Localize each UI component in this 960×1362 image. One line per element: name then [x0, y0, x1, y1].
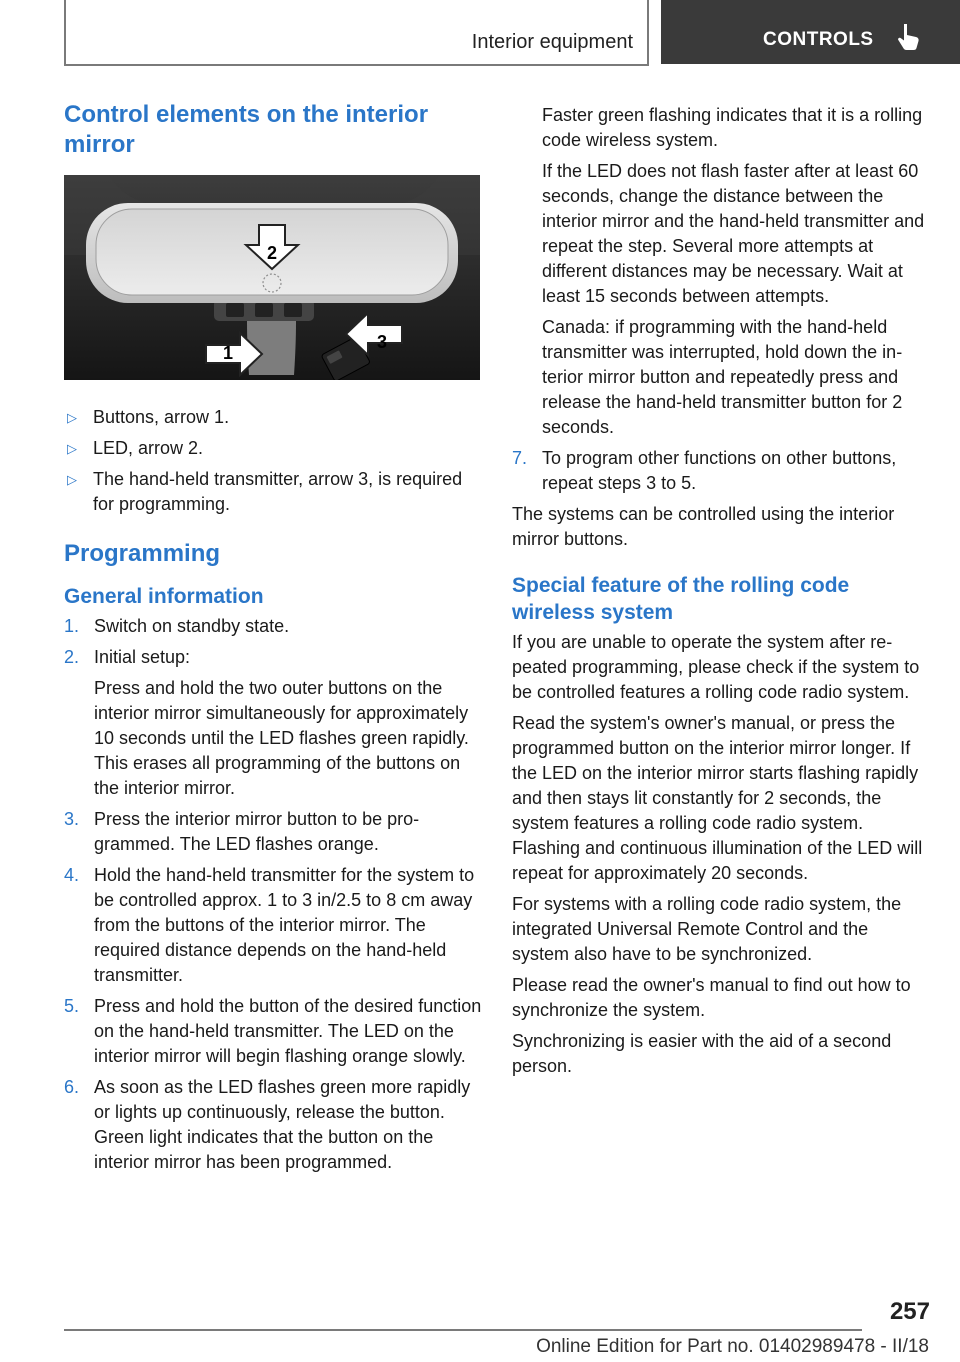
chapter-tab-label: CONTROLS — [763, 29, 874, 50]
steps-list — [512, 446, 930, 496]
triangle-bullet-icon: ▷ — [67, 441, 77, 456]
subsection-heading: Special feature of the rolling code wireless system — [512, 574, 850, 624]
list-item: 1. Switch on standby state. — [64, 616, 290, 636]
figure-callout-3: 3 — [376, 332, 388, 352]
list-item: ▷ Buttons, arrow 1. — [64, 405, 482, 430]
page-header — [0, 0, 960, 66]
steps-list — [64, 614, 482, 1175]
body-paragraph: Read the system's owner's manual, or press the programmed button on the interior mirror longer. If the LED on the interior mirror starts flashing rapidly and then stays lit constantly for 2 seconds, the system features a rolling code radio system. Flashing and continuous illumination of the LED will repeat for approximately 20 seconds. — [512, 713, 923, 883]
interior-mirror-figure — [64, 175, 480, 380]
section-heading: Control elements on the interior mirror — [64, 101, 429, 158]
left-column — [64, 100, 482, 1181]
list-item: 5. Press and hold the button of the desired function on the hand-held transmitter. The LED on the interior mirror will begin flashing orange slowly. — [64, 996, 482, 1066]
step-continuation: Canada: if programming with the hand-held transmitter was interrupted, hold down the interior mirror button and repeatedly press and release the hand-held transmitter button for 2 seconds. — [542, 317, 903, 437]
section-title: Interior equipment — [471, 31, 633, 53]
list-item: 6. As soon as the LED flashes green more rapidly or lights up continuously, release the button. Green light indicates that the button on the interior mirror has been programmed. — [64, 1077, 471, 1172]
footer-divider — [64, 1329, 862, 1331]
list-item: 7. To program other functions on other buttons, repeat steps 3 to 5. — [512, 448, 897, 493]
subsection-heading: General information — [64, 585, 264, 608]
triangle-bullet-icon: ▷ — [67, 410, 77, 425]
chapter-tab — [661, 0, 960, 64]
body-paragraph: The systems can be controlled using the interior mirror buttons. — [512, 504, 895, 549]
figure-callout-2: 2 — [266, 243, 278, 263]
body-paragraph: Please read the owner's manual to find out how to synchronize the system. — [512, 975, 911, 1020]
step-continuation: If the LED does not flash faster after at least 60 seconds, change the distance between the interior mirror and the hand-held transmitter and repeat the step. Several more attempts at different distances may be necessary. Wait at least 15 seconds between attempts. — [542, 161, 925, 306]
hand-pointer-icon — [895, 22, 921, 52]
right-column — [512, 103, 930, 1085]
triangle-bullet-icon: ▷ — [67, 472, 77, 487]
body-paragraph: For systems with a rolling code radio system, the integrated Universal Remote Control and the system also have to be synchronized. — [512, 894, 902, 964]
header-divider — [647, 0, 649, 66]
body-paragraph: Synchronizing is easier with the aid of a second person. — [512, 1031, 892, 1076]
figure-callout-1: 1 — [222, 343, 234, 363]
list-item: 4. Hold the hand-held transmitter for the system to be controlled approx. 1 to 3 in/2.5 to 8 cm away from the buttons of the interior mirror. The required distance depends on the hand-held transmitter. — [64, 865, 475, 985]
list-item: 2. Initial setup: Press and hold the two outer buttons on the interior mirror simultaneously for approximately 10 seconds until the LED flashes green rapidly. This erases all programming of the buttons on the interior mirror. — [64, 647, 469, 798]
body-paragraph: If you are unable to operate the system after repeated programming, please check if the system to be controlled features a rolling code radio system. — [512, 632, 920, 702]
step-continuation: Faster green flashing indicates that it is a rolling code wireless system. — [542, 105, 923, 150]
edition-text: Online Edition for Part no. 01402989478 - II/18 — [536, 1336, 929, 1357]
list-item: ▷ LED, arrow 2. — [64, 436, 482, 461]
page-number: 257 — [889, 1298, 930, 1325]
section-heading: Programming — [64, 540, 221, 567]
list-item: 3. Press the interior mirror button to be programmed. The LED flashes orange. — [64, 809, 420, 854]
bullet-list — [64, 405, 482, 517]
header-divider — [64, 64, 648, 66]
list-item: ▷ The hand-held transmitter, arrow 3, is required for programming. — [67, 469, 463, 514]
